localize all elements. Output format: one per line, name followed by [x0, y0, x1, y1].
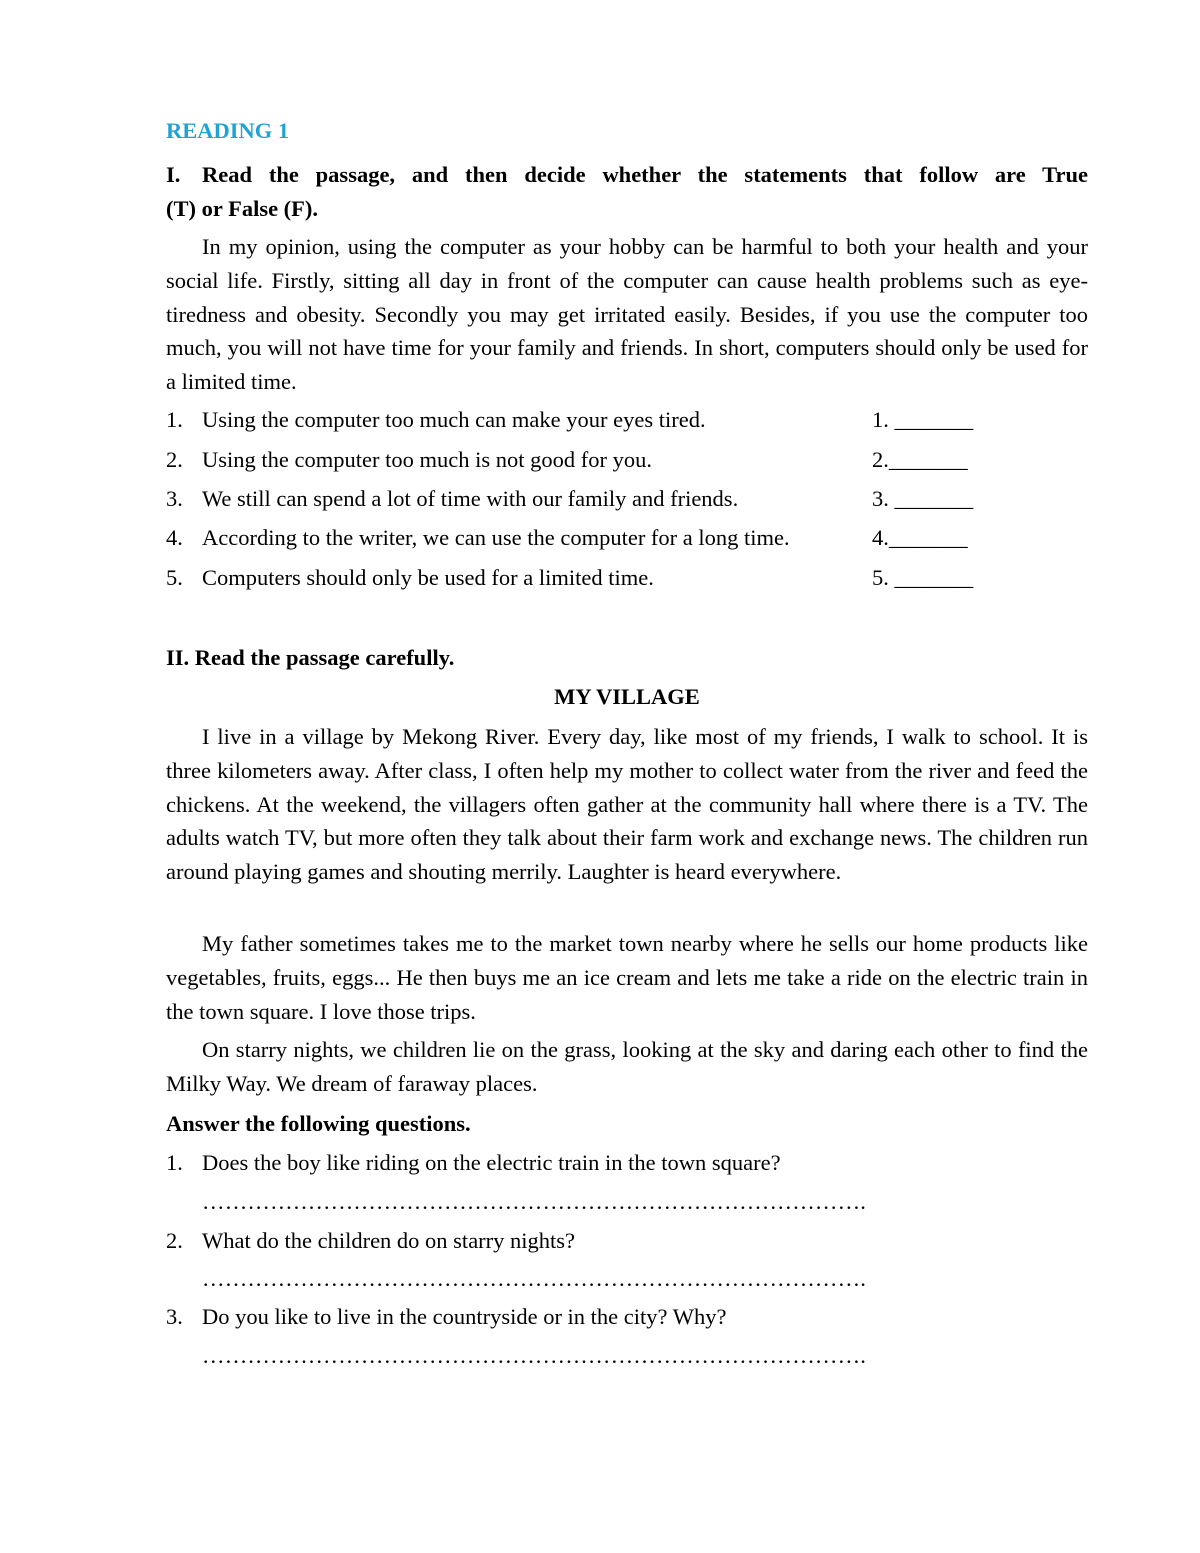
passage-title: MY VILLAGE — [554, 684, 700, 709]
question-text: Does the boy like riding on the electric train in the town square? — [202, 1150, 781, 1175]
section2-paragraph-1: I live in a village by Mekong River. Every day, like most of my friends, I walk to school. It is three kilometers away. After class, I often help my mother to collect water from the river and feed the chickens. At the weekend, the villagers often gather at the community hall where there is a TV. The adults watch TV, but more often they talk about their farm work and exchange news. The children run around playing games and shouting merrily. Laughter is heard everywhere. — [166, 724, 1088, 885]
statement-text: Using the computer too much can make your eyes tired. — [202, 407, 706, 432]
statement-text: We still can spend a lot of time with our family and friends. — [202, 486, 739, 511]
statement-text: According to the writer, we can use the computer for a long time. — [202, 525, 790, 550]
section1-instruction-line2: (T) or False (F). — [166, 195, 319, 221]
statement-text: Using the computer too much is not good for you. — [202, 447, 652, 472]
statement-number: 3. — [166, 486, 183, 511]
answer-line-3[interactable]: ……………………………………………………………………………. — [202, 1343, 867, 1368]
answer-line-2[interactable]: ……………………………………………………………………………. — [202, 1266, 867, 1291]
question-text: Do you like to live in the countryside or in the city? Why? — [202, 1304, 727, 1329]
answer-blank-3[interactable]: 3. _______ — [872, 486, 974, 511]
section1-passage: In my opinion, using the computer as your hobby can be harmful to both your health and your social life. Firstly, sitting all day in front of the computer can cause health problems such as eye-tiredness and obesity. Secondly you may get irritated easily. Besides, if you use the computer too much, you will not have time for your family and friends. In short, computers should only be used for a limited time. — [166, 234, 1088, 395]
question-text: What do the children do on starry nights? — [202, 1228, 576, 1253]
statement-number: 2. — [166, 447, 183, 472]
statement-number: 4. — [166, 525, 183, 550]
answer-blank-4[interactable]: 4._______ — [872, 525, 968, 550]
questions-heading: Answer the following questions. — [166, 1111, 471, 1136]
statement-number: 5. — [166, 565, 183, 590]
section1-instruction-line1: Read the passage, and then decide whether the statements that follow are True — [202, 162, 1088, 187]
answer-blank-2[interactable]: 2._______ — [872, 447, 968, 472]
section1-number: I. — [166, 162, 181, 187]
section2-paragraph-2: My father sometimes takes me to the market town nearby where he sells our home products like vegetables, fruits, eggs... He then buys me an ice cream and lets me take a ride on the electric train in the town square. I love those trips. — [166, 931, 1088, 1024]
answer-blank-5[interactable]: 5. _______ — [872, 565, 974, 590]
question-number: 2. — [166, 1228, 183, 1253]
section1-heading-line1 — [166, 158, 1088, 192]
section2-paragraph-3: On starry nights, we children lie on the grass, looking at the sky and daring each other to find the Milky Way. We dream of faraway places. — [166, 1037, 1088, 1096]
question-number: 3. — [166, 1304, 183, 1329]
reading-title: READING 1 — [166, 118, 290, 143]
section2-heading: II. Read the passage carefully. — [166, 645, 455, 670]
question-number: 1. — [166, 1150, 183, 1175]
answer-line-1[interactable]: ……………………………………………………………………………. — [202, 1189, 867, 1214]
section1-heading — [166, 158, 1088, 226]
statement-number: 1. — [166, 407, 183, 432]
statement-text: Computers should only be used for a limited time. — [202, 565, 654, 590]
answer-blank-1[interactable]: 1. _______ — [872, 407, 974, 432]
